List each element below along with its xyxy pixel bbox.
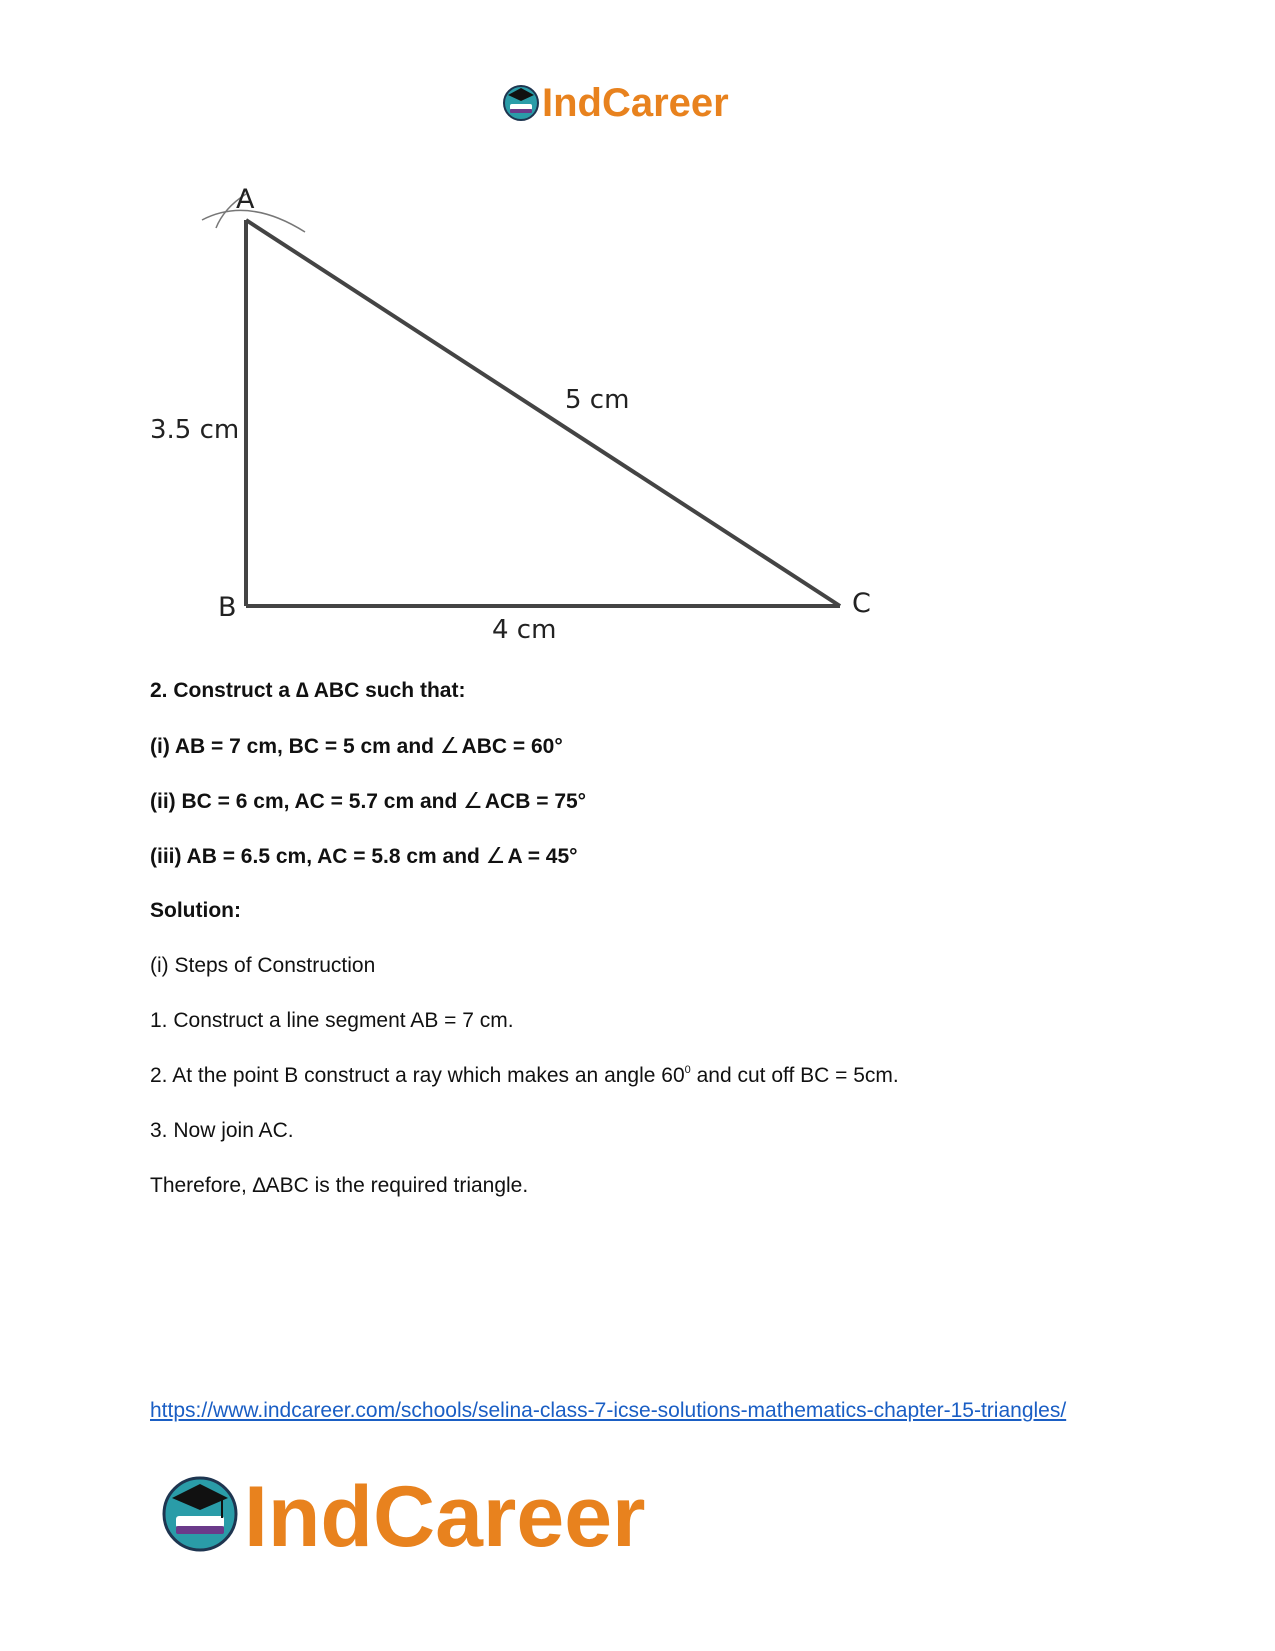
solution-subheading: (i) Steps of Construction: [150, 954, 376, 977]
label-bc-length: 4 cm: [492, 615, 557, 645]
question-part-2: (ii) BC = 6 cm, AC = 5.7 cm and ∠ACB = 75°: [150, 788, 587, 813]
label-ac-length: 5 cm: [565, 385, 630, 415]
question-part-3: (iii) AB = 6.5 cm, AC = 5.8 cm and ∠A = 45°: [150, 843, 578, 868]
solution-step-1: 1. Construct a line segment AB = 7 cm.: [150, 1009, 514, 1032]
solution-heading: Solution:: [150, 899, 241, 922]
vertex-a-label: A: [236, 184, 255, 215]
angle-symbol: ∠: [463, 788, 483, 813]
question-part-1: (i) AB = 7 cm, BC = 5 cm and ∠ABC = 60°: [150, 733, 563, 758]
vertex-c-label: C: [852, 588, 871, 619]
indcareer-logo-bottom: [160, 1462, 700, 1562]
source-link[interactable]: https://www.indcareer.com/schools/selina-class-7-icse-solutions-mathematics-chapter-15-triangles/: [150, 1399, 1067, 1422]
degree-superscript: 0: [684, 1064, 691, 1076]
question-heading: 2. Construct a ∆ ABC such that:: [150, 679, 466, 702]
logo-text-bottom: IndCareer: [244, 1469, 646, 1562]
vertex-b-label: B: [218, 592, 237, 623]
angle-symbol: ∠: [439, 733, 460, 758]
angle-symbol: ∠: [485, 843, 506, 868]
label-ab-length: 3.5 cm: [150, 415, 240, 445]
logo-globe-icon: [164, 1478, 236, 1550]
solution-step-3: 3. Now join AC.: [150, 1119, 294, 1142]
logo-text-top: IndCareer: [542, 81, 729, 125]
indcareer-logo-top: [502, 78, 782, 128]
logo-globe-icon: [504, 86, 538, 120]
solution-conclusion: Therefore, ∆ABC is the required triangle.: [150, 1174, 529, 1197]
triangle-figure: [140, 178, 900, 648]
solution-step-2: 2. At the point B construct a ray which makes an angle $60^0$ and cut off BC = 5cm.: [150, 1064, 899, 1087]
side-ac: [246, 220, 840, 606]
